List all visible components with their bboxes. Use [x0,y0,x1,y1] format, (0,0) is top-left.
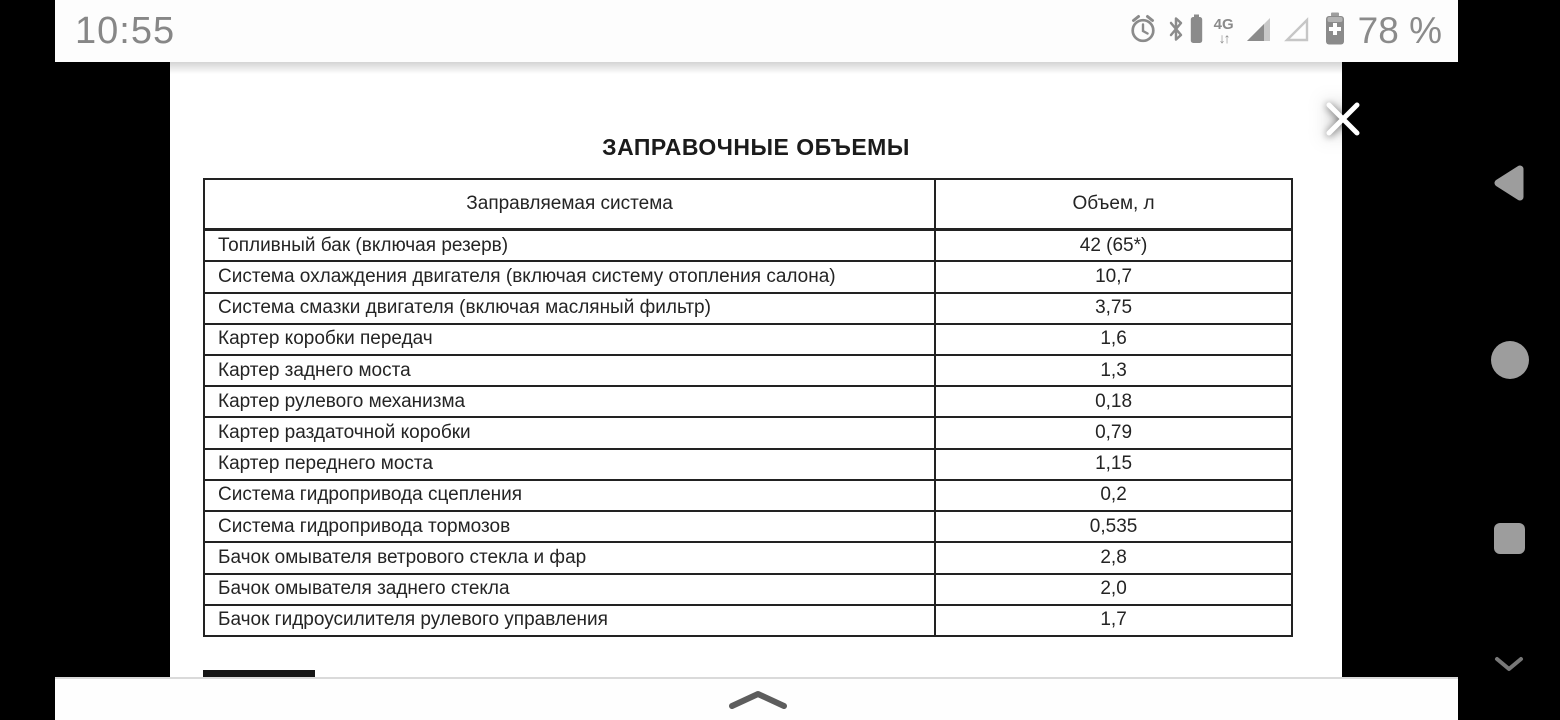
page-title: ЗАПРАВОЧНЫЕ ОБЪЕМЫ [602,134,910,160]
status-bar [55,0,1458,62]
back-button[interactable] [1491,162,1527,209]
table-row [204,542,1292,573]
network-4g-icon [1214,17,1234,45]
system-cell: Картер переднего моста [204,449,935,480]
system-cell: Картер раздаточной коробки [204,417,935,448]
table-row [204,293,1292,324]
close-button[interactable] [1321,97,1365,141]
close-icon [1321,128,1365,145]
system-cell: Картер рулевого механизма [204,386,935,417]
back-icon [1491,191,1527,208]
column-header-system: Заправляемая система [204,179,935,230]
bluetooth-icon [1167,14,1185,49]
chevron-up-icon [728,697,788,714]
volume-cell: 1,15 [935,449,1292,480]
volume-cell: 2,0 [935,574,1292,605]
table-body [204,230,1292,637]
signal-strength-icon [1245,15,1272,48]
volume-cell: 0,2 [935,480,1292,511]
system-cell: Картер заднего моста [204,355,935,386]
document-viewer [55,62,1458,677]
volumes-table [203,178,1293,637]
table-row [204,605,1292,636]
signal-empty-icon [1284,15,1310,48]
volume-cell: 2,8 [935,542,1292,573]
system-cell: Система смазки двигателя (включая масляный фильтр) [204,293,935,324]
volume-cell: 3,75 [935,293,1292,324]
table-row [204,417,1292,448]
battery-charging-icon [1325,12,1345,50]
table-row [204,230,1292,262]
network-arrows: ↓↑ [1218,30,1229,46]
status-time: 10:55 [75,9,176,52]
column-header-volume: Объем, л [935,179,1292,230]
volume-cell: 1,3 [935,355,1292,386]
volume-cell: 0,79 [935,417,1292,448]
table-header-row [204,179,1292,230]
hide-navigation-button[interactable] [1494,656,1524,678]
table-row [204,574,1292,605]
expand-toolbar-button[interactable] [728,690,788,715]
cut-off-next-element [203,670,315,677]
volume-cell: 0,18 [935,386,1292,417]
table-row [204,480,1292,511]
document-page [170,62,1342,677]
volume-cell: 1,6 [935,324,1292,355]
system-cell: Бачок омывателя ветрового стекла и фар [204,542,935,573]
system-cell: Система гидропривода тормозов [204,511,935,542]
status-icons [1128,10,1442,52]
volume-cell: 10,7 [935,261,1292,292]
table-row [204,511,1292,542]
system-cell: Бачок омывателя заднего стекла [204,574,935,605]
system-cell: Топливный бак (включая резерв) [204,230,935,262]
system-cell: Картер коробки передач [204,324,935,355]
battery-percent: 78 % [1357,10,1442,51]
alarm-clock-icon [1128,13,1158,49]
bottom-bar [55,677,1458,720]
table-row [204,324,1292,355]
table-row [204,261,1292,292]
system-cell: Система охлаждения двигателя (включая систему отопления салона) [204,261,935,292]
hide-navigation-icon [1494,660,1524,677]
network-type-label: 4G [1213,16,1234,33]
table-row [204,355,1292,386]
device-battery-icon [1190,14,1203,49]
navigation-bar [1458,0,1560,720]
recents-button[interactable] [1494,523,1525,554]
volume-cell: 0,535 [935,511,1292,542]
home-button[interactable] [1491,341,1529,379]
system-cell: Система гидропривода сцепления [204,480,935,511]
volume-cell: 42 (65*) [935,230,1292,262]
table-row [204,386,1292,417]
system-cell: Бачок гидроусилителя рулевого управления [204,605,935,636]
table-row [204,449,1292,480]
volume-cell: 1,7 [935,605,1292,636]
